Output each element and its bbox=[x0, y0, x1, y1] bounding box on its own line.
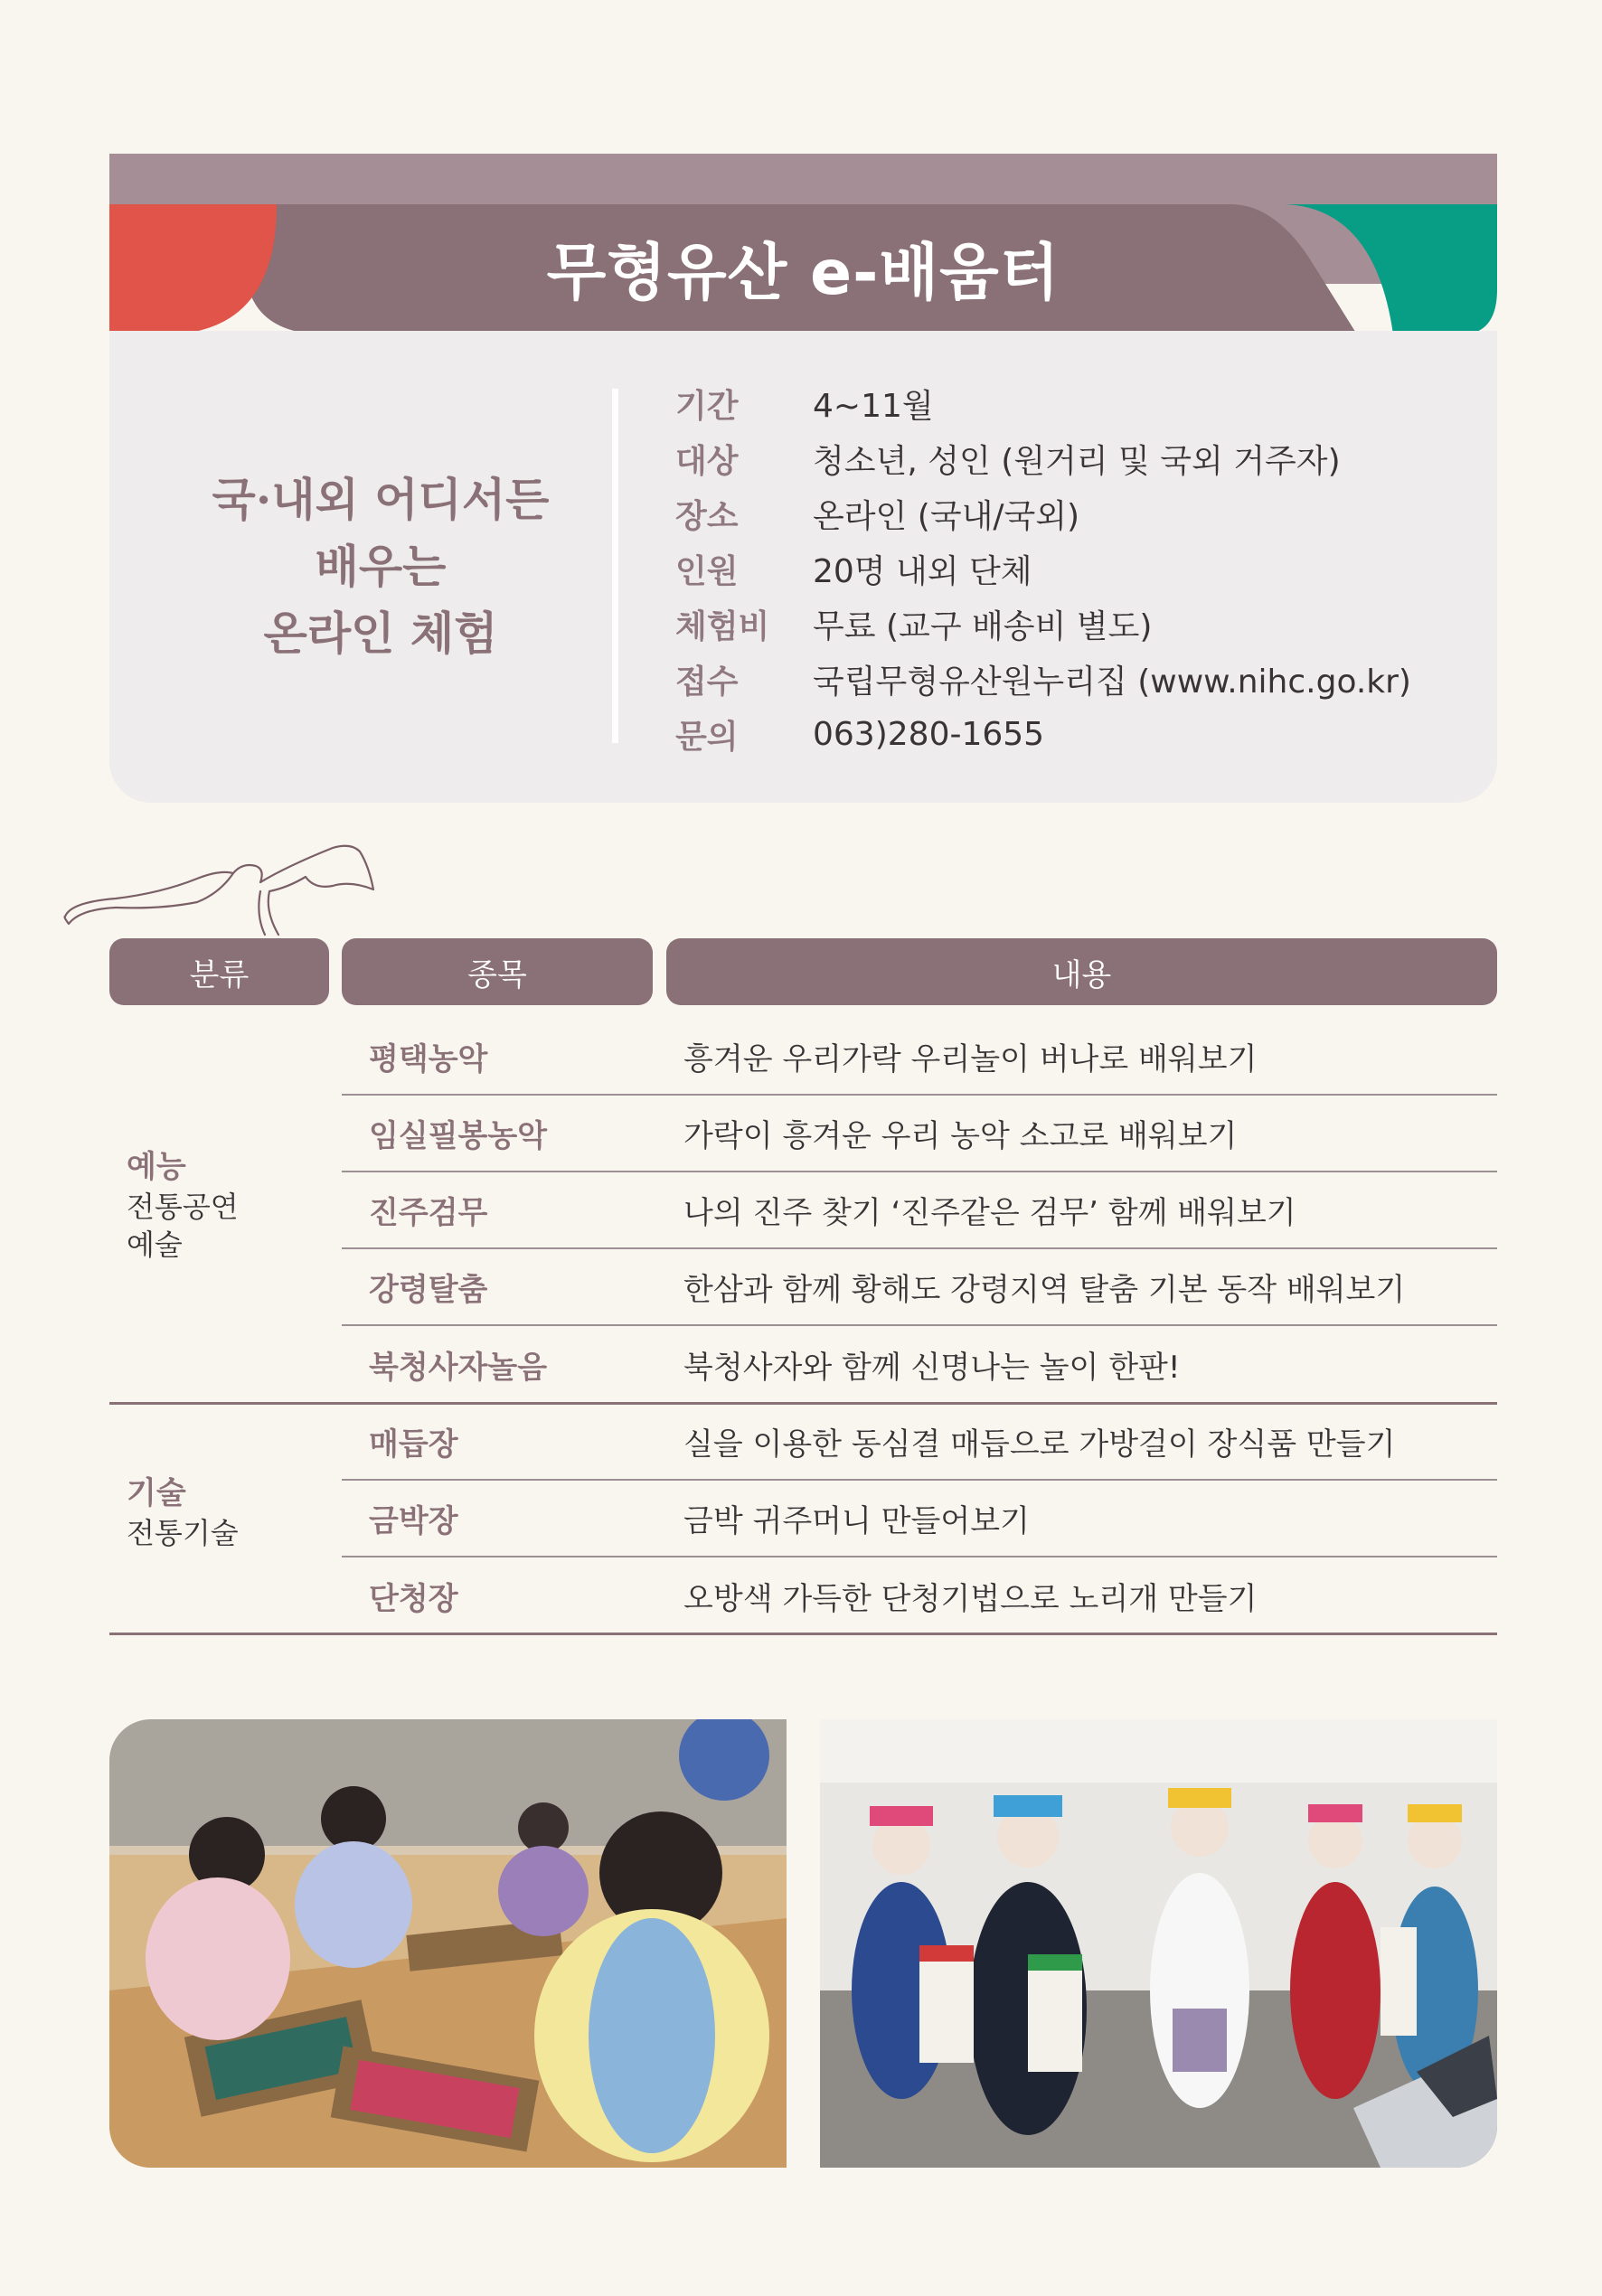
detail-key: 인원 bbox=[675, 553, 739, 590]
item-content: 흥겨운 우리가락 우리놀이 버나로 배워보기 bbox=[683, 1041, 1258, 1077]
detail-key: 문의 bbox=[675, 719, 739, 756]
detail-value: 무료 (교구 배송비 별도) bbox=[813, 608, 1153, 645]
table-row bbox=[342, 1481, 1497, 1557]
item-content: 북청사자와 함께 신명나는 놀이 한판! bbox=[683, 1350, 1181, 1386]
slogan-line: 온라인 체험 bbox=[263, 607, 498, 660]
program-info-box bbox=[109, 331, 1497, 803]
detail-capacity bbox=[675, 541, 1411, 597]
slogan-line: 배우는 bbox=[315, 540, 447, 593]
category-label: 예능 bbox=[127, 1149, 186, 1185]
dancer-illustration bbox=[61, 830, 387, 938]
page-title: 무형유산 e-배움터 bbox=[546, 238, 1060, 309]
item-content: 한삼과 함께 황해도 강령지역 탈춤 기본 동작 배워보기 bbox=[683, 1272, 1406, 1308]
details-list bbox=[675, 376, 1411, 762]
detail-registration bbox=[675, 652, 1411, 707]
detail-place bbox=[675, 486, 1411, 541]
table-row bbox=[342, 1326, 1497, 1403]
detail-value: 063)280-1655 bbox=[813, 716, 1045, 753]
item-content: 실을 이용한 동심결 매듭으로 가방걸이 장식품 만들기 bbox=[683, 1426, 1396, 1463]
item-content: 오방색 가득한 단청기법으로 노리개 만들기 bbox=[683, 1581, 1258, 1617]
table-bottom-line bbox=[109, 1633, 1497, 1635]
slogan-line: 국·내외 어디서든 bbox=[212, 473, 550, 526]
detail-value: 청소년, 성인 (원거리 및 국외 거주자) bbox=[813, 443, 1341, 480]
detail-value: 온라인 (국내/국외) bbox=[813, 498, 1080, 535]
subcategory-line: 전통공연 bbox=[127, 1190, 239, 1224]
detail-key: 장소 bbox=[675, 498, 739, 535]
table-row bbox=[342, 1404, 1497, 1481]
table-row bbox=[342, 1019, 1497, 1096]
category-crafts bbox=[127, 1473, 239, 1552]
table-row bbox=[342, 1096, 1497, 1172]
weaving-class-photo bbox=[109, 1719, 787, 2168]
table-row bbox=[342, 1249, 1497, 1326]
column-header-content: 내용 bbox=[666, 938, 1497, 1005]
header-banner bbox=[109, 154, 1497, 334]
table-row bbox=[342, 1557, 1497, 1634]
item-name: 임실필봉농악 bbox=[369, 1118, 548, 1154]
item-name: 매듭장 bbox=[369, 1426, 458, 1463]
detail-value: 국립무형유산원누리집 (www.nihc.go.kr) bbox=[813, 663, 1411, 701]
item-name: 진주검무 bbox=[369, 1195, 488, 1231]
detail-key: 체험비 bbox=[675, 608, 770, 645]
detail-value: 4~11월 bbox=[813, 388, 934, 425]
detail-key: 기간 bbox=[675, 388, 739, 425]
vertical-divider bbox=[612, 389, 618, 743]
detail-value: 20명 내외 단체 bbox=[813, 553, 1032, 590]
item-content: 가락이 흥겨운 우리 농악 소고로 배워보기 bbox=[683, 1118, 1238, 1154]
category-label: 기술 bbox=[127, 1475, 186, 1511]
mask-dance-class-photo bbox=[820, 1719, 1497, 2168]
item-name: 북청사자놀음 bbox=[369, 1350, 548, 1386]
detail-period bbox=[675, 376, 1411, 431]
slogan bbox=[109, 466, 652, 667]
item-content: 금박 귀주머니 만들어보기 bbox=[683, 1503, 1030, 1539]
item-name: 평택농악 bbox=[369, 1041, 488, 1077]
column-header-category: 분류 bbox=[109, 938, 329, 1005]
table-row bbox=[342, 1172, 1497, 1249]
subcategory-line: 예술 bbox=[127, 1228, 183, 1262]
detail-contact bbox=[675, 707, 1411, 762]
item-name: 단청장 bbox=[369, 1581, 458, 1617]
detail-key: 접수 bbox=[675, 663, 739, 701]
category-performing-arts bbox=[127, 1146, 239, 1264]
subcategory-line: 전통기술 bbox=[127, 1516, 239, 1550]
item-name: 금박장 bbox=[369, 1503, 458, 1539]
detail-fee bbox=[675, 597, 1411, 652]
item-name: 강령탈춤 bbox=[369, 1272, 488, 1308]
detail-key: 대상 bbox=[675, 443, 739, 480]
item-content: 나의 진주 찾기 ‘진주같은 검무’ 함께 배워보기 bbox=[683, 1195, 1296, 1231]
column-header-item: 종목 bbox=[342, 938, 653, 1005]
detail-target bbox=[675, 431, 1411, 486]
